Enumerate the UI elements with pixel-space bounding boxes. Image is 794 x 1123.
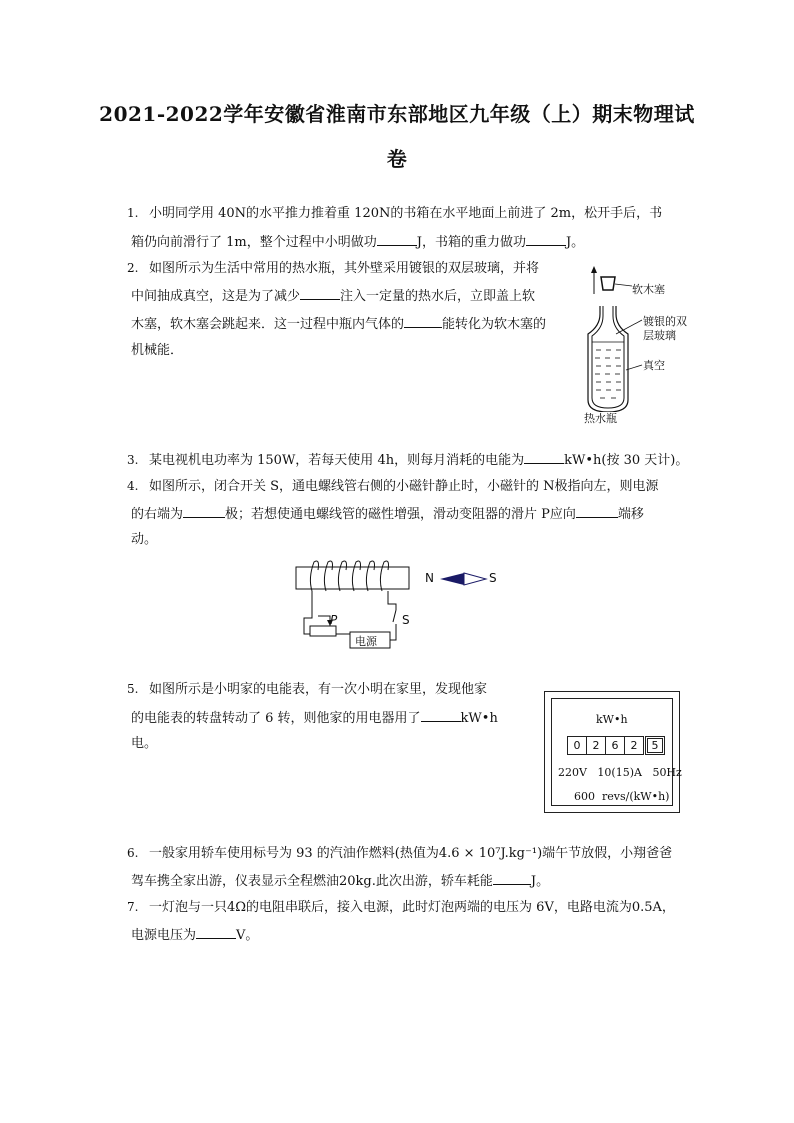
meter-digit-decimal: 5 (645, 736, 665, 755)
question-text: 注入一定量的热水后，立即盖上软 (340, 289, 536, 304)
meter-digit: 2 (624, 736, 644, 755)
question-4-line3 (131, 530, 157, 550)
slider-p-label: P (330, 613, 338, 627)
question-text: 箱仍向前滑行了 1m，整个过程中小明做功 (131, 235, 377, 250)
question-text: 机械能． (131, 343, 184, 358)
solenoid-circuit-figure (290, 558, 500, 653)
question-text: 的右端为 (131, 507, 184, 522)
answer-blank[interactable] (576, 503, 618, 518)
question-text: 的电能表的转盘转动了 6 转，则他家的用电器用了 (131, 711, 421, 726)
answer-blank[interactable] (183, 503, 225, 518)
question-3 (127, 449, 688, 471)
question-2 (127, 258, 539, 279)
question-text: 某电视机电功率为 150W，若每天使用 4h，则每月消耗的电能为 (149, 453, 525, 468)
question-2-line3 (131, 313, 546, 335)
meter-digit: 0 (567, 736, 587, 755)
needle-s-label: S (489, 571, 497, 585)
question-text: 电源电压为 (131, 928, 197, 943)
meter-spec: 220V 10(15)A 50Hz (558, 766, 682, 779)
switch-label: S (402, 613, 410, 627)
answer-blank[interactable] (493, 870, 531, 885)
answer-blank[interactable] (526, 231, 566, 246)
question-text: 动。 (131, 532, 158, 547)
question-7-line2 (131, 924, 258, 946)
thermos-caption: 热水瓶 (584, 412, 617, 425)
question-6 (127, 843, 672, 864)
question-number: 6. (127, 846, 139, 860)
question-text: 一灯泡与一只4Ω的电阻串联后，接入电源，此时灯泡两端的电压为 6V，电路电流为0.5A， (149, 900, 675, 915)
question-text: V。 (236, 928, 259, 943)
needle-n-label: N (425, 571, 434, 585)
question-text: J，书箱的重力做功 (416, 235, 526, 250)
question-text: J。 (530, 874, 550, 889)
meter-unit: kW•h (596, 713, 628, 726)
question-number: 2. (127, 261, 139, 275)
question-number: 5. (127, 682, 139, 696)
power-source-label: 电源 (355, 635, 377, 648)
question-text: 如图所示为生活中常用的热水瓶，其外壁采用镀银的双层玻璃，并将 (149, 261, 540, 276)
question-text: 中间抽成真空，这是为了减少 (131, 289, 301, 304)
meter-digits (568, 736, 665, 755)
question-5-line2 (131, 707, 498, 729)
meter-face (551, 698, 682, 806)
question-text: 一般家用轿车使用标号为 93 的汽油作燃料(热值为4.6 × 10⁷J.kg⁻¹)端午节放假，小翔爸爸 (149, 846, 673, 861)
question-number: 7. (127, 900, 139, 914)
cork-label: 软木塞 (632, 283, 665, 296)
question-text: J。 (565, 235, 585, 250)
answer-blank[interactable] (196, 924, 236, 939)
page-title-line2: 卷 (386, 147, 408, 171)
question-1 (127, 203, 662, 224)
question-text: 电。 (131, 736, 158, 751)
question-5-line3 (131, 734, 157, 754)
answer-blank[interactable] (524, 449, 564, 464)
meter-digit: 2 (586, 736, 606, 755)
answer-blank[interactable] (300, 285, 340, 300)
question-4-line2 (131, 503, 644, 525)
vacuum-label: 真空 (643, 359, 665, 372)
answer-blank[interactable] (404, 313, 442, 328)
question-text: 木塞，软木塞会跳起来．这一过程中瓶内气体的 (131, 317, 405, 332)
glass-label-1: 镀银的双 (643, 315, 687, 328)
question-text: 极；若想使通电螺线管的磁性增强，滑动变阻器的滑片 P应向 (225, 507, 576, 522)
question-number: 3. (127, 453, 139, 467)
question-text: 如图所示，闭合开关 S，通电螺线管右侧的小磁针静止时，小磁针的 N极指向左，则电源 (149, 479, 659, 494)
answer-blank[interactable] (421, 707, 461, 722)
question-number: 1. (127, 206, 139, 220)
question-text: kW•h(按 30 天计)。 (564, 453, 689, 468)
page-title-line1: 2021-2022学年安徽省淮南市东部地区九年级（上）期末物理试 (99, 102, 695, 126)
meter-rate: 600 revs/(kW•h) (574, 790, 670, 803)
answer-blank[interactable] (377, 231, 417, 246)
electric-meter (544, 691, 680, 813)
question-text: 能转化为软木塞的 (442, 317, 547, 332)
question-2-line2 (131, 285, 535, 307)
question-7 (127, 897, 675, 918)
question-2-line4 (131, 341, 183, 361)
question-1-line2 (131, 231, 584, 253)
glass-label-2: 层玻璃 (643, 329, 676, 342)
question-text: kW•h (460, 711, 498, 726)
question-text: 驾车携全家出游，仪表显示全程燃油20kg.此次出游，轿车耗能 (131, 874, 493, 889)
meter-digit: 6 (605, 736, 625, 755)
question-text: 小明同学用 40N的水平推力推着重 120N的书箱在水平地面上前进了 2m，松开手后，书 (149, 206, 663, 221)
question-text: 如图所示是小明家的电能表，有一次小明在家里，发现他家 (149, 682, 488, 697)
question-6-line2 (131, 870, 549, 892)
question-text: 端移 (617, 507, 644, 522)
question-number: 4. (127, 479, 139, 493)
question-4 (127, 476, 659, 497)
question-5 (127, 679, 487, 700)
